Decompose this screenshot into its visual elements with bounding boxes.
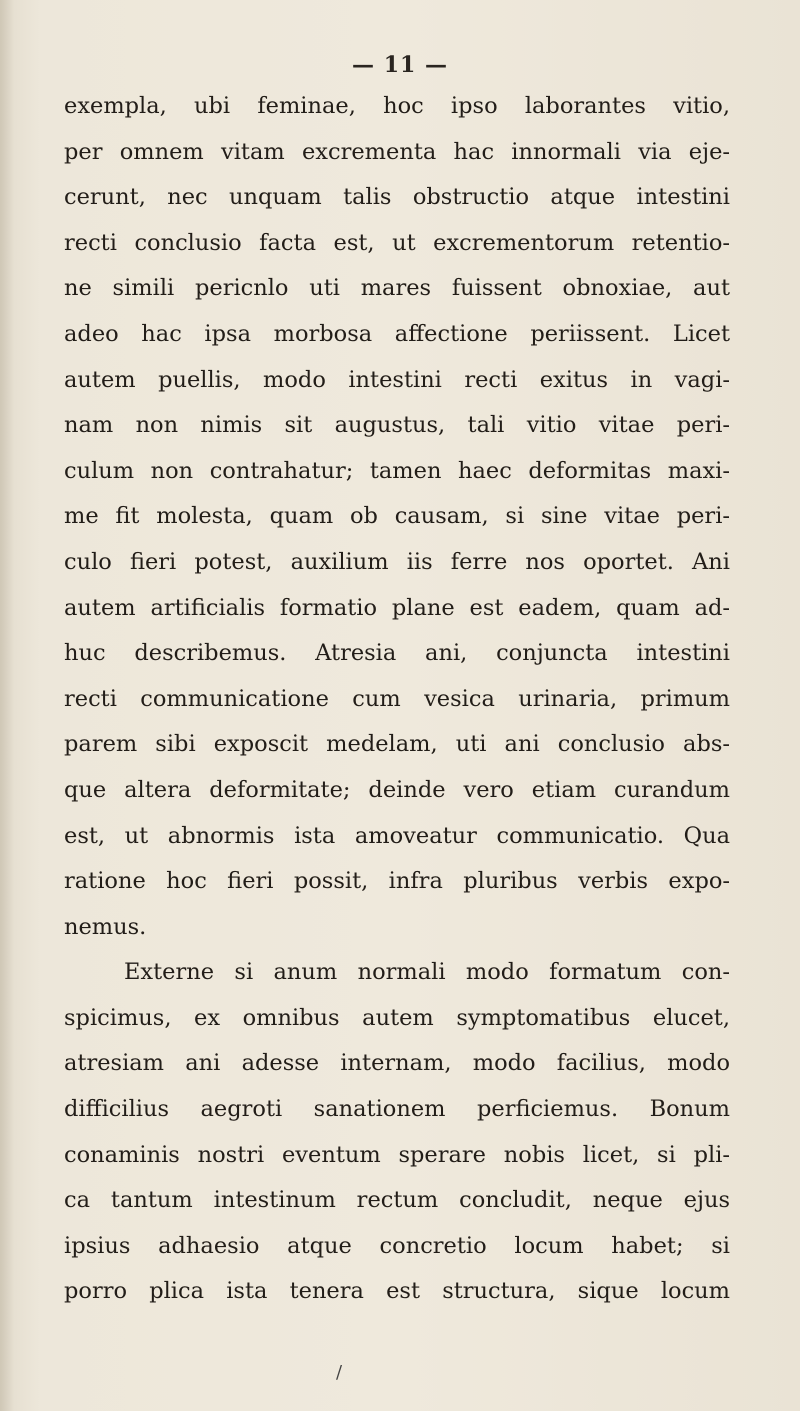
page-footer-mark: /: [336, 1362, 343, 1383]
paragraph-start-line: Externe si anum normali modo formatum con-: [124, 959, 730, 986]
text-line: conaminis nostri eventum sperare nobis licet, si pli-: [64, 1141, 730, 1168]
text-line: difficilius aegroti sanationem perficiemus. Bonum: [64, 1096, 730, 1123]
text-line: me fit molesta, quam ob causam, si sine vitae peri-: [64, 503, 730, 530]
text-line: culum non contrahatur; tamen haec deformitas maxi-: [64, 457, 730, 484]
text-line: atresiam ani adesse internam, modo facilius, modo: [64, 1050, 730, 1077]
text-line: nam non nimis sit augustus, tali vitio vitae peri-: [64, 412, 730, 439]
text-line: ipsius adhaesio atque concretio locum habet; si: [64, 1232, 730, 1259]
text-line: parem sibi exposcit medelam, uti ani conclusio abs-: [64, 731, 730, 758]
text-line: que altera deformitate; deinde vero etiam curandum: [64, 776, 730, 803]
text-line: huc describemus. Atresia ani, conjuncta intestini: [64, 640, 730, 667]
text-line: per omnem vitam excrementa hac innormali via eje-: [64, 138, 730, 165]
page-gutter-shadow: [0, 0, 14, 1411]
text-line: porro plica ista tenera est structura, sique locum: [64, 1278, 730, 1305]
body-text: [64, 84, 730, 1315]
page-header-number: — 11 —: [352, 52, 448, 78]
text-line: adeo hac ipsa morbosa affectione periissent. Licet: [64, 320, 730, 347]
text-line: est, ut abnormis ista amoveatur communicatio. Qua: [64, 822, 730, 849]
text-line: cerunt, nec unquam talis obstructio atque intestini: [64, 184, 730, 211]
paragraph-end-line: nemus.: [64, 913, 147, 940]
text-line: autem puellis, modo intestini recti exitus in vagi-: [64, 366, 730, 393]
text-line: ne simili pericnlo uti mares fuissent obnoxiae, aut: [64, 275, 730, 302]
text-line: recti communicatione cum vesica urinaria, primum: [64, 685, 730, 712]
text-line: exempla, ubi feminae, hoc ipso laborantes vitio,: [64, 93, 730, 119]
text-line: ratione hoc fieri possit, infra pluribus verbis expo-: [64, 868, 730, 895]
text-line: autem artificialis formatio plane est eadem, quam ad-: [64, 594, 730, 621]
text-line: culo fieri potest, auxilium iis ferre nos oportet. Ani: [64, 548, 730, 575]
text-line: spicimus, ex omnibus autem symptomatibus elucet,: [64, 1004, 730, 1031]
text-line: recti conclusio facta est, ut excrementorum retentio-: [64, 229, 730, 256]
text-line: ca tantum intestinum rectum concludit, neque ejus: [64, 1187, 730, 1214]
